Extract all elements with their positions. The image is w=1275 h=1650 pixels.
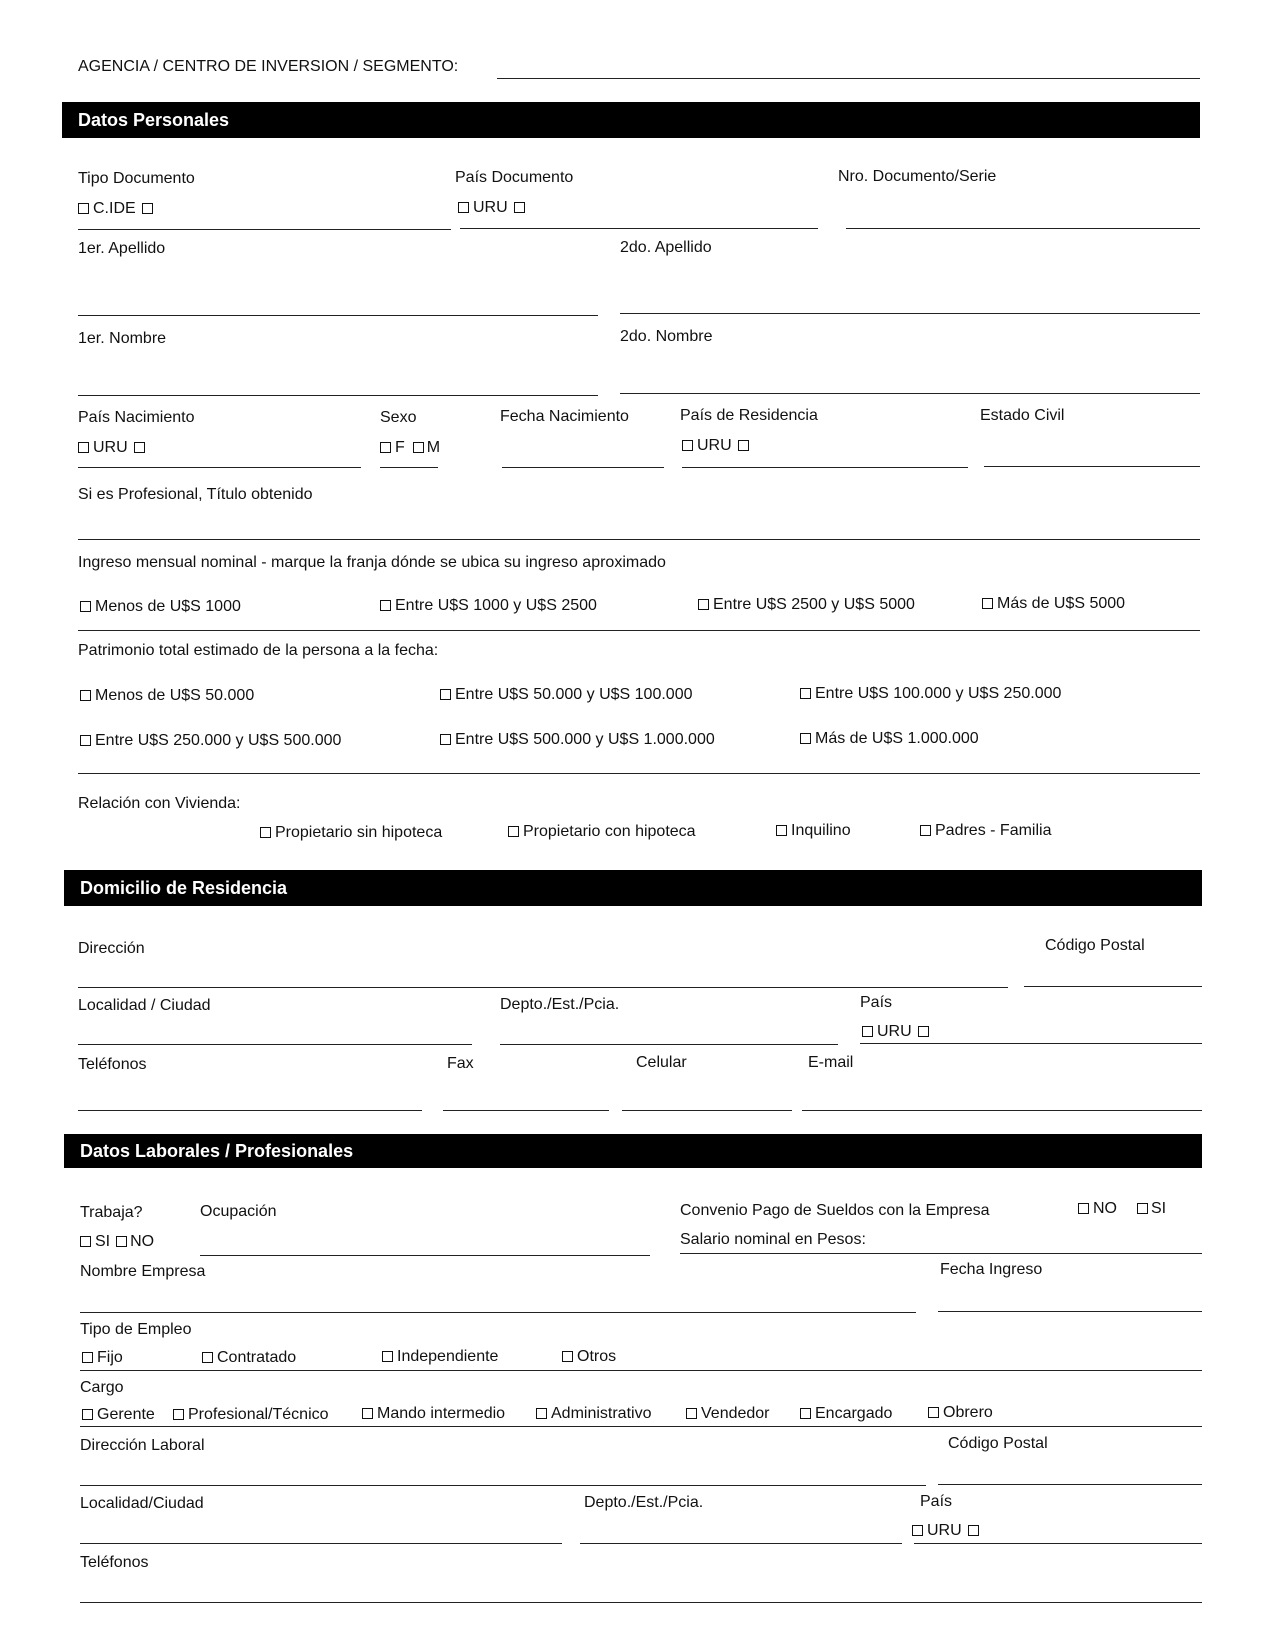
direccion-label: Dirección [78, 940, 145, 957]
apellido1-line[interactable] [78, 315, 598, 316]
checkbox-vivienda-3[interactable] [776, 825, 787, 836]
direccion-laboral-label: Dirección Laboral [80, 1437, 205, 1454]
checkbox-cargo-1[interactable] [82, 1409, 93, 1420]
patrimonio-option-6[interactable] [800, 731, 979, 747]
apellido1-label: 1er. Apellido [78, 240, 166, 257]
cargo-option-1-label: Gerente [97, 1406, 155, 1423]
checkbox-cargo-5[interactable] [686, 1408, 697, 1419]
tipo-empleo-divider [80, 1370, 1202, 1371]
agencia-input-line[interactable] [497, 78, 1200, 79]
cargo-option-3[interactable] [362, 1406, 505, 1422]
ocupacion-label: Ocupación [200, 1203, 277, 1220]
cargo-label: Cargo [80, 1379, 124, 1396]
cargo-option-6-label: Encargado [815, 1405, 893, 1422]
nombre1-label: 1er. Nombre [78, 330, 167, 347]
uru-lab-label: URU [927, 1522, 962, 1539]
checkbox-convenio-si[interactable] [1137, 1203, 1148, 1214]
patrimonio-label: Patrimonio total estimado de la persona a la fecha: [78, 642, 439, 659]
checkbox-sexo-m[interactable] [413, 442, 424, 453]
ocupacion-line[interactable] [200, 1255, 650, 1256]
estado-civil-line[interactable] [984, 466, 1200, 467]
pais-nacimiento-line [78, 467, 361, 468]
checkbox-patrimonio-1[interactable] [80, 690, 91, 701]
nombre2-line[interactable] [620, 393, 1200, 394]
patrimonio-option-4[interactable] [80, 733, 341, 749]
checkbox-convenio-no[interactable] [1078, 1203, 1089, 1214]
nombre2-label: 2do. Nombre [620, 328, 713, 345]
apellido2-label: 2do. Apellido [620, 239, 712, 256]
codigo-postal-label: Código Postal [1045, 937, 1145, 954]
nombre-empresa-label: Nombre Empresa [80, 1263, 206, 1280]
pais-residencia-options[interactable] [682, 438, 749, 454]
sexo-options[interactable] [380, 440, 440, 456]
section-laborales: Datos Laborales / Profesionales [64, 1134, 1202, 1168]
codigo-postal-line[interactable] [1024, 986, 1202, 987]
section-domicilio: Domicilio de Residencia [64, 870, 1202, 906]
patrimonio-option-5-label: Entre U$S 500.000 y U$S 1.000.000 [455, 731, 715, 748]
depto-line[interactable] [500, 1044, 838, 1045]
trabaja-label: Trabaja? [80, 1204, 143, 1221]
sexo-m-label: M [426, 439, 441, 456]
telefonos-line[interactable] [78, 1110, 422, 1111]
vivienda-option-4-label: Padres - Familia [935, 822, 1052, 839]
ingreso-option-3[interactable] [698, 597, 915, 613]
pais-line [860, 1043, 1202, 1044]
tipo-empleo-option-1-label: Fijo [97, 1349, 123, 1366]
pais-nacimiento-label: País Nacimiento [78, 409, 195, 426]
depto-label: Depto./Est./Pcia. [500, 996, 620, 1013]
nro-documento-label: Nro. Documento/Serie [838, 168, 997, 185]
checkbox-vivienda-2[interactable] [508, 826, 519, 837]
profesional-line[interactable] [78, 539, 1200, 540]
codigo-postal-laboral-line[interactable] [938, 1484, 1202, 1485]
celular-label: Celular [636, 1054, 687, 1071]
profesional-label: Si es Profesional, Título obtenido [78, 486, 313, 503]
estado-civil-label: Estado Civil [980, 407, 1065, 424]
patrimonio-option-5[interactable] [440, 732, 715, 748]
checkbox-cargo-3[interactable] [362, 1408, 373, 1419]
fax-line[interactable] [443, 1110, 609, 1111]
checkbox-otro-pais-doc[interactable] [514, 202, 525, 213]
pais-documento-options[interactable] [458, 200, 525, 216]
checkbox-cargo-7[interactable] [928, 1407, 939, 1418]
checkbox-sexo-f[interactable] [380, 442, 391, 453]
celular-line[interactable] [622, 1110, 792, 1111]
apellido2-line[interactable] [620, 313, 1200, 314]
checkbox-vivienda-4[interactable] [920, 825, 931, 836]
ingreso-option-2-label: Entre U$S 1000 y U$S 2500 [395, 597, 597, 614]
section-datos-personales: Datos Personales [62, 102, 1200, 138]
localidad-line[interactable] [78, 1044, 472, 1045]
patrimonio-option-2[interactable] [440, 687, 693, 703]
patrimonio-option-4-label: Entre U$S 250.000 y U$S 500.000 [95, 732, 342, 749]
cargo-option-5[interactable] [686, 1406, 770, 1422]
checkbox-uru-res[interactable] [682, 440, 693, 451]
localidad-laboral-label: Localidad/Ciudad [80, 1495, 204, 1512]
email-label: E-mail [808, 1054, 854, 1071]
cargo-divider [80, 1426, 1202, 1427]
fecha-ingreso-label: Fecha Ingreso [940, 1261, 1043, 1278]
vivienda-option-1-label: Propietario sin hipoteca [275, 824, 443, 841]
cargo-option-3-label: Mando intermedio [377, 1405, 506, 1422]
vivienda-option-4[interactable] [920, 823, 1051, 839]
checkbox-tipo-empleo-4[interactable] [562, 1351, 573, 1362]
checkbox-cargo-4[interactable] [536, 1408, 547, 1419]
convenio-no-label: NO [1093, 1200, 1117, 1217]
convenio-si-label: SI [1151, 1200, 1167, 1217]
checkbox-cide[interactable] [78, 203, 89, 214]
vivienda-option-1[interactable] [260, 825, 442, 841]
checkbox-trabaja-no[interactable] [116, 1236, 127, 1247]
pais-residencia-label: País de Residencia [680, 407, 818, 424]
depto-laboral-label: Depto./Est./Pcia. [584, 1494, 704, 1511]
tipo-empleo-label: Tipo de Empleo [80, 1321, 192, 1338]
ingreso-divider [78, 630, 1200, 631]
patrimonio-divider [78, 773, 1200, 774]
convenio-label: Convenio Pago de Sueldos con la Empresa [680, 1202, 990, 1219]
tipo-documento-label: Tipo Documento [78, 170, 195, 187]
ingreso-option-1-label: Menos de U$S 1000 [95, 598, 241, 615]
checkbox-uru-doc[interactable] [458, 202, 469, 213]
fecha-nacimiento-label: Fecha Nacimiento [500, 408, 629, 425]
checkbox-uru-nac[interactable] [78, 442, 89, 453]
checkbox-patrimonio-2[interactable] [440, 689, 451, 700]
direccion-laboral-line[interactable] [80, 1485, 926, 1486]
pais-options[interactable] [862, 1024, 929, 1040]
tipo-empleo-option-3[interactable] [382, 1349, 498, 1365]
checkbox-uru-dom[interactable] [862, 1026, 873, 1037]
patrimonio-option-3[interactable] [800, 686, 1061, 702]
checkbox-tipo-empleo-2[interactable] [202, 1352, 213, 1363]
cargo-option-1[interactable] [82, 1407, 155, 1423]
uru-dom-label: URU [877, 1023, 912, 1040]
ingreso-option-4-label: Más de U$S 5000 [997, 595, 1126, 612]
email-line[interactable] [802, 1110, 1202, 1111]
trabaja-no-label: NO [130, 1233, 155, 1250]
checkbox-otro-nac[interactable] [134, 442, 145, 453]
sexo-f-label: F [395, 439, 405, 456]
salario-label: Salario nominal en Pesos: [680, 1231, 866, 1248]
uru-res-label: URU [697, 437, 732, 454]
patrimonio-option-1-label: Menos de U$S 50.000 [95, 687, 255, 704]
checkbox-trabaja-si[interactable] [80, 1236, 91, 1247]
checkbox-ingreso-4[interactable] [982, 598, 993, 609]
checkbox-tipo-empleo-3[interactable] [382, 1351, 393, 1362]
cide-label: C.IDE [93, 200, 136, 217]
pais-documento-label: País Documento [455, 169, 574, 186]
checkbox-otro-dom[interactable] [918, 1026, 929, 1037]
checkbox-patrimonio-6[interactable] [800, 733, 811, 744]
nro-documento-line[interactable] [846, 228, 1200, 229]
tipo-empleo-option-4[interactable] [562, 1349, 616, 1365]
pais-laboral-label: País [920, 1493, 953, 1510]
checkbox-ingreso-1[interactable] [80, 601, 91, 612]
localidad-laboral-line[interactable] [80, 1543, 562, 1544]
pais-residencia-line [682, 467, 968, 468]
pais-nacimiento-options[interactable] [78, 440, 145, 456]
cargo-option-7[interactable] [928, 1405, 993, 1421]
salario-line[interactable] [680, 1253, 1202, 1254]
localidad-label: Localidad / Ciudad [78, 997, 211, 1014]
tipo-empleo-option-2[interactable] [202, 1350, 296, 1366]
checkbox-cargo-6[interactable] [800, 1408, 811, 1419]
pais-laboral-options[interactable] [912, 1523, 979, 1539]
checkbox-patrimonio-3[interactable] [800, 688, 811, 699]
telefonos-laboral-label: Teléfonos [80, 1554, 149, 1571]
patrimonio-option-6-label: Más de U$S 1.000.000 [815, 730, 979, 747]
checkbox-ingreso-3[interactable] [698, 599, 709, 610]
vivienda-option-3-label: Inquilino [791, 822, 851, 839]
ingreso-option-3-label: Entre U$S 2500 y U$S 5000 [713, 596, 915, 613]
tipo-empleo-option-1[interactable] [82, 1350, 123, 1366]
vivienda-option-3[interactable] [776, 823, 851, 839]
pais-documento-line [460, 228, 818, 229]
pais-laboral-line [914, 1543, 1202, 1544]
telefonos-label: Teléfonos [78, 1056, 147, 1073]
cargo-option-4[interactable] [536, 1406, 651, 1422]
vivienda-label: Relación con Vivienda: [78, 795, 241, 812]
fecha-ingreso-line[interactable] [938, 1311, 1202, 1312]
ingreso-option-1[interactable] [80, 599, 241, 615]
checkbox-tipo-empleo-1[interactable] [82, 1352, 93, 1363]
vivienda-option-2-label: Propietario con hipoteca [523, 823, 696, 840]
tipo-documento-options[interactable] [78, 201, 153, 217]
direccion-line[interactable] [78, 987, 1008, 988]
checkbox-vivienda-1[interactable] [260, 827, 271, 838]
uru-doc-label: URU [473, 199, 508, 216]
pais-label: País [860, 994, 893, 1011]
checkbox-cargo-2[interactable] [173, 1409, 184, 1420]
sexo-label: Sexo [380, 409, 417, 426]
patrimonio-option-2-label: Entre U$S 50.000 y U$S 100.000 [455, 686, 693, 703]
cargo-option-2[interactable] [173, 1407, 329, 1423]
nombre-empresa-line[interactable] [80, 1312, 916, 1313]
ingreso-label: Ingreso mensual nominal - marque la franja dónde se ubica su ingreso aproximado [78, 554, 666, 571]
checkbox-patrimonio-4[interactable] [80, 735, 91, 746]
patrimonio-option-3-label: Entre U$S 100.000 y U$S 250.000 [815, 685, 1062, 702]
checkbox-patrimonio-5[interactable] [440, 734, 451, 745]
cargo-option-7-label: Obrero [943, 1404, 993, 1421]
codigo-postal-laboral-label: Código Postal [948, 1435, 1048, 1452]
agencia-label: AGENCIA / CENTRO DE INVERSION / SEGMENTO: [78, 58, 459, 75]
checkbox-uru-lab[interactable] [912, 1525, 923, 1536]
nombre1-line[interactable] [78, 395, 598, 396]
checkbox-otro-doc[interactable] [142, 203, 153, 214]
checkbox-otro-lab[interactable] [968, 1525, 979, 1536]
sexo-line [380, 467, 438, 468]
checkbox-ingreso-2[interactable] [380, 600, 391, 611]
ingreso-option-2[interactable] [380, 598, 597, 614]
vivienda-option-2[interactable] [508, 824, 696, 840]
patrimonio-option-1[interactable] [80, 688, 254, 704]
fecha-nacimiento-line[interactable] [502, 467, 664, 468]
cargo-option-6[interactable] [800, 1406, 892, 1422]
cargo-option-4-label: Administrativo [551, 1405, 652, 1422]
tipo-empleo-option-3-label: Independiente [397, 1348, 499, 1365]
trabaja-options[interactable] [80, 1234, 154, 1250]
fax-label: Fax [447, 1055, 474, 1072]
cargo-option-2-label: Profesional/Técnico [188, 1406, 329, 1423]
tipo-empleo-option-4-label: Otros [577, 1348, 617, 1365]
trabaja-si-label: SI [95, 1233, 111, 1250]
convenio-options[interactable] [1078, 1201, 1166, 1217]
checkbox-otro-res[interactable] [738, 440, 749, 451]
uru-nac-label: URU [93, 439, 128, 456]
telefonos-laboral-line[interactable] [80, 1602, 1202, 1603]
tipo-documento-line [78, 229, 451, 230]
ingreso-option-4[interactable] [982, 596, 1125, 612]
tipo-empleo-option-2-label: Contratado [217, 1349, 297, 1366]
depto-laboral-line[interactable] [580, 1543, 902, 1544]
cargo-option-5-label: Vendedor [701, 1405, 770, 1422]
